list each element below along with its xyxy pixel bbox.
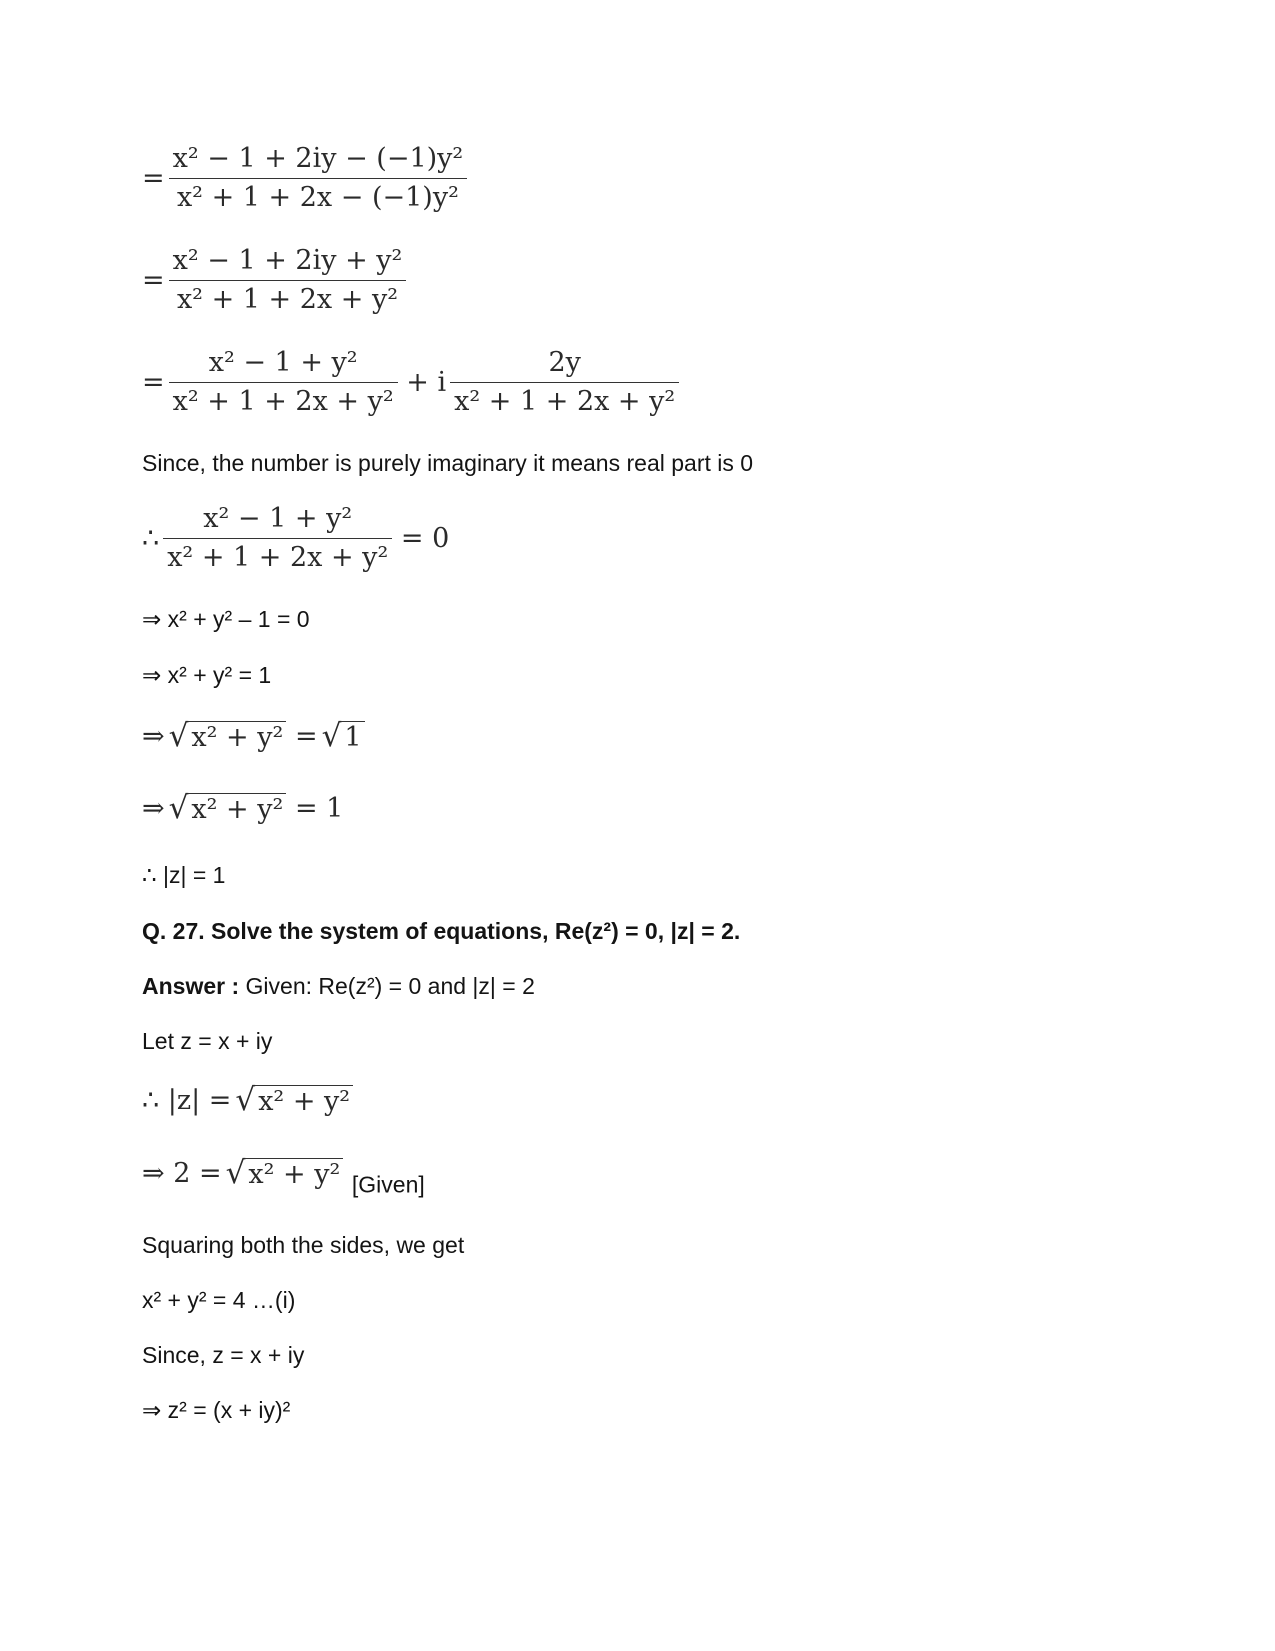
step-4: ⇒ √ x² + y² = 1 [142,790,344,826]
answer-label: Answer : [142,973,240,999]
step-3: ⇒ √ x² + y² = √ 1 [142,718,365,754]
sqrt: √ 1 [322,718,365,754]
since-z: Since, z = x + iy [142,1342,305,1368]
numerator: x² − 1 + 2iy + y² [172,245,403,276]
sqrt: √ x² + y² [235,1082,353,1118]
answer-line [142,973,535,1000]
given-note: [Given] [351,1171,425,1198]
z-squared: ⇒ z² = (x + iy)² [142,1397,291,1423]
equals-zero: = 0 [400,523,450,554]
mod-z-equation: ∴ |z| = √ x² + y² [142,1082,353,1118]
fraction [163,500,392,577]
squaring-text: Squaring both the sides, we get [142,1232,465,1258]
sqrt: √ x² + y² [169,718,287,754]
question-27: Q. 27. Solve the system of equations, Re(z²) = 0, |z| = 2. [142,918,741,944]
plus-i: + i [406,367,447,398]
since-text: Since, the number is purely imaginary it means real part is 0 [142,450,754,476]
fraction-imag [450,344,679,421]
equation-line-2: = $\frac{\text{x² − 1 + 2iy + y²}}{\text{x² + 1 + 2x + y²}}$ [142,242,406,319]
denominator: x² + 1 + 2x − (−1)y² [169,178,468,217]
denominator: x² + 1 + 2x + y² [169,280,407,319]
let-z: Let z = x + iy [142,1028,273,1054]
answer-text: Given: Re(z²) = 0 and |z| = 2 [239,973,535,999]
numerator: x² − 1 + 2iy − (−1)y² [172,143,464,174]
numerator: 2y [548,347,581,378]
sqrt: √ x² + y² [169,790,287,826]
denominator: x² + 1 + 2x + y² [450,382,679,421]
numerator: x² − 1 + y² [203,503,353,534]
equation-line-4: ∴ $\frac{\text{x² − 1 + y²}}{\text{x² + 1 + 2x + y²}}$ = 0 [142,500,453,577]
step-1: ⇒ x² + y² – 1 = 0 [142,606,310,632]
denominator: x² + 1 + 2x + y² [169,382,398,421]
denominator: x² + 1 + 2x + y² [163,538,392,577]
equation-i: x² + y² = 4 …(i) [142,1287,296,1313]
equation-line-3: = $\frac{\text{x² − 1 + y²}}{\text{x² + 1 + 2x + y²}}$ + i $\frac{2y}{\text{x² + 1 + 2x + y²}}$ [142,344,679,421]
step-2: ⇒ x² + y² = 1 [142,662,272,688]
result-mod-z: ∴ |z| = 1 [142,862,226,888]
sqrt: √ x² + y² [226,1155,344,1191]
two-equation: ⇒ 2 = √ x² + y² [Given] [142,1155,425,1198]
fraction [169,242,407,319]
fraction-real [169,344,398,421]
equation-line-1: = $\frac{\text{x² − 1 + 2iy − (−1)y²}}{\text{x² + 1 + 2x − (−1)y²}}$ [142,140,467,217]
fraction [169,140,468,217]
numerator: x² − 1 + y² [208,347,358,378]
